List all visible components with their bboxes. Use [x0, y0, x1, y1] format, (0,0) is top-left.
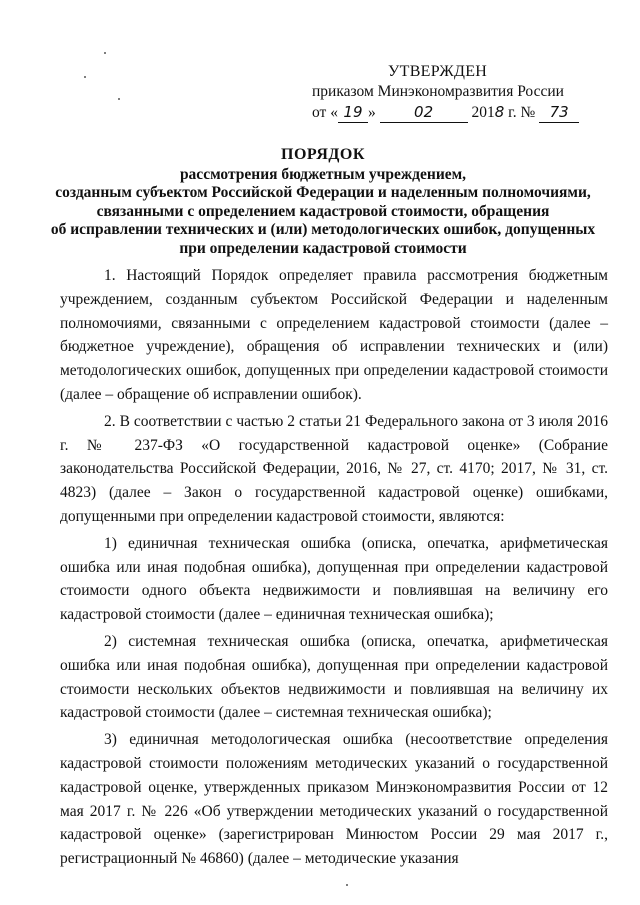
date-day: 19: [338, 102, 368, 123]
document-heading: [40, 146, 606, 258]
scan-speck: [346, 884, 348, 886]
heading-line: при определении кадастровой стоимости: [179, 239, 467, 257]
date-year-prefix: 201: [471, 104, 495, 121]
paragraph-2-item-2: 2) системная техническая ошибка (описка, опечатка, арифметическая ошибка или иная подобная ошибка), допущенная при определении кадастровой стоимости нескольких объектов недвижимости и повлиявшая на величину их кадастровой стоимости (далее – системная техническая ошибка);: [60, 632, 608, 722]
paragraph-2-item-1: 1) единичная техническая ошибка (описка, опечатка, арифметическая ошибка или иная подобная ошибка), допущенная при определении кадастровой стоимости одного объекта недвижимости и повлиявшая на величину его кадастровой стоимости (далее – единичная техническая ошибка);: [60, 534, 608, 624]
scan-speck: [104, 52, 106, 54]
date-prefix: от «: [312, 104, 338, 121]
order-number: 73: [539, 102, 579, 123]
date-year-suffix: 8: [494, 103, 505, 121]
heading-line: созданным субъектом Российской Федерации и наделенным полномочиями,: [55, 184, 591, 201]
heading-title: ПОРЯДОК: [281, 146, 365, 163]
heading-line: рассмотрения бюджетным учреждением,: [179, 165, 467, 183]
date-mid: »: [367, 104, 376, 121]
approval-stamp: УТВЕРЖДЕН: [388, 63, 488, 80]
approval-block: [312, 62, 612, 123]
paragraph-2-item-3: 3) единичная методологическая ошибка (несоответствие определения кадастровой стоимости положениям методических указаний о государственной кадастровой оценке, утвержденных приказом Минэкономразвития России от 12 мая 2017 г. № 226 «Об утверждении методических указаний о государственной кадастровой оценке» (зарегистрирован Минюстом России 29 мая 2017 г., регистрационный № 46860) (далее – методические указания: [60, 731, 608, 868]
paragraph-2: 2. В соответствии с частью 2 статьи 21 Федерального закона от 3 июля 2016 г. № 237-ФЗ «О государственной кадастровой оценке» (Собрание законодательства Российской Федерации, 2016, № 27, ст. 4170; 2017, № 31, ст. 4823) (далее – Закон о государственной кадастровой оценке) ошибками, допущенными при определении кадастровой стоимости, являются:: [60, 412, 608, 525]
document-body: [60, 264, 608, 874]
heading-line: об исправлении технических и (или) методологических ошибок, допущенных: [50, 221, 596, 238]
paragraph-1: 1. Настоящий Порядок определяет правила рассмотрения бюджетным учреждением, созданным субъектом Российской Федерации и наделенным полномочиями, связанными с определением кадастровой стоимости (далее – бюджетное учреждение), обращения об исправлении технических и (или) методологических ошибок, допущенных при определении кадастровой стоимости (далее – обращение об исправлении ошибок).: [60, 267, 608, 403]
approval-order: приказом Минэкономразвития России: [312, 83, 564, 100]
scan-speck: [84, 76, 86, 78]
date-year-tail: г. №: [508, 104, 536, 121]
heading-line: связанными с определением кадастровой стоимости, обращения: [96, 202, 550, 220]
date-month: 02: [380, 102, 468, 123]
approval-date-line: [312, 102, 612, 123]
scan-speck: [118, 98, 120, 100]
